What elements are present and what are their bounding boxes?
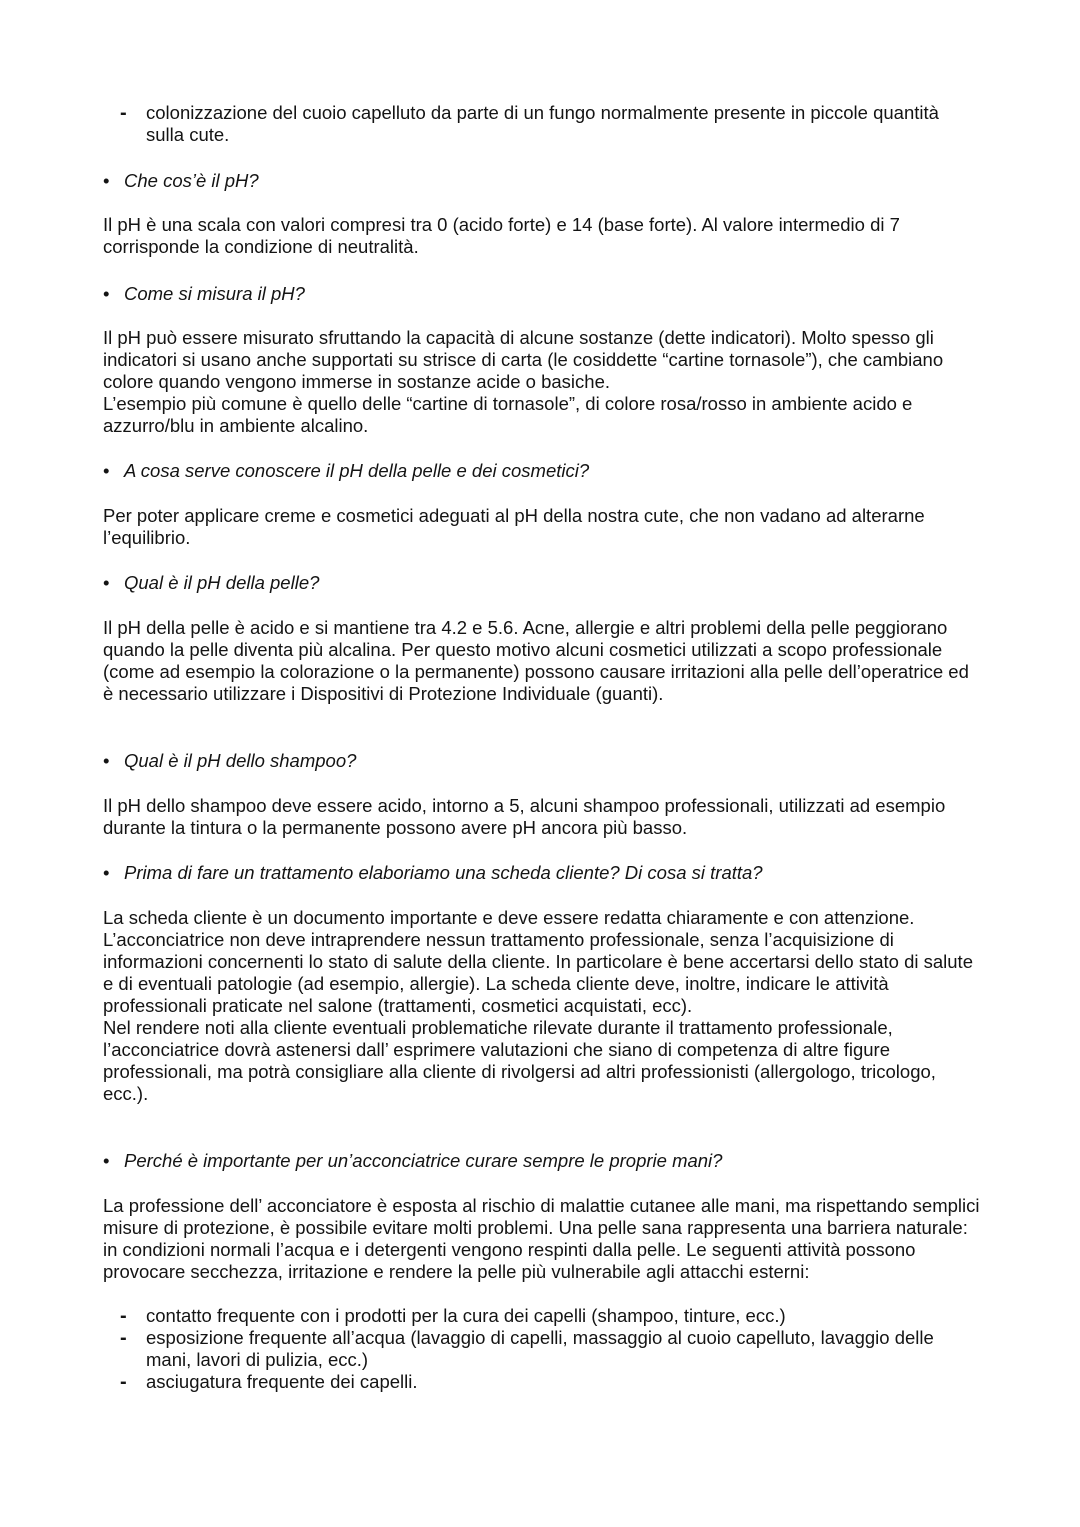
list-item: - contatto frequente con i prodotti per la cura dei capelli (shampoo, tinture, ecc.) [120,1305,786,1327]
question-heading: • Che cos’è il pH? [103,170,259,191]
answer-paragraph: Nel rendere noti alla cliente eventuali problematiche rilevate durante il trattamento professionale, l’acconciatrice dovrà astenersi dall’ esprimere valutazioni che siano di competenza di altre figure professionali, ma potrà consigliare alla cliente di rivolgersi ad altri professionisti (allergologo, tricologo, ecc.). [103,1017,936,1104]
answer-paragraph: L’acconciatrice non deve intraprendere nessun trattamento professionale, senza l’acquisizione di informazioni concernenti lo stato di salute della cliente. In particolare è bene accertarsi dello stato di salute e di eventuali patologie (ad esempio, allergie). La scheda cliente deve, inoltre, indicare le attività professionali praticate nel salone (trattamenti, cosmetici acquistati, ecc). [103,929,973,1016]
bullet-icon: • [103,283,110,304]
bullet-icon: • [103,572,110,593]
question-heading: • Come si misura il pH? [103,283,305,304]
hand-care-list [120,1305,980,1393]
dash-icon: - [120,1371,127,1393]
dash-icon: - [120,102,127,124]
bullet-icon: • [103,460,110,481]
intro-list [120,102,980,146]
bullet-icon: • [103,862,110,883]
answer-paragraph: Il pH è una scala con valori compresi tra 0 (acido forte) e 14 (base forte). Al valore intermedio di 7 corrisponde la condizione di neutralità. [103,214,900,257]
answer-paragraph: Per poter applicare creme e cosmetici adeguati al pH della nostra cute, che non vadano ad alterarne l’equilibrio. [103,505,925,548]
question-heading: • Qual è il pH della pelle? [103,572,320,593]
answer-paragraph: La scheda cliente è un documento importante e deve essere redatta chiaramente e con attenzione. [103,907,915,928]
list-item: - asciugatura frequente dei capelli. [120,1371,418,1393]
question-heading: • A cosa serve conoscere il pH della pelle e dei cosmetici? [103,460,590,481]
bullet-icon: • [103,750,110,771]
question-heading: • Prima di fare un trattamento elaboriamo una scheda cliente? Di cosa si tratta? [103,862,763,883]
list-item: - esposizione frequente all’acqua (lavaggio di capelli, massaggio al cuoio capelluto, lavaggio delle mani, lavori di pulizia, ecc.) [120,1327,934,1370]
answer-paragraph: Il pH della pelle è acido e si mantiene tra 4.2 e 5.6. Acne, allergie e altri problemi della pelle peggiorano quando la pelle diventa più alcalina. Per questo motivo alcuni cosmetici utilizzati a scopo professionale (come ad esempio la colorazione o la permanente) possono causare irritazioni alla pelle dell’operatrice ed è necessario utilizzare i Dispositivi di Protezione Individuale (guanti). [103,617,969,704]
answer-block [103,907,983,1105]
answer-paragraph: Il pH può essere misurato sfruttando la capacità di alcune sostanze (dette indicatori). Molto spesso gli indicatori si usano anche supportati su strisce di carta (le cosiddette “cartine tornasole”), che cambiano colore quando vengono immerse in sostanze acide o basiche. [103,327,944,392]
bullet-icon: • [103,170,110,191]
answer-paragraph: Il pH dello shampoo deve essere acido, intorno a 5, alcuni shampoo professionali, utilizzati ad esempio durante la tintura o la permanente possono avere pH ancora più basso. [103,795,946,838]
dash-icon: - [120,1327,127,1349]
question-heading: • Perché è importante per un’acconciatrice curare sempre le proprie mani? [103,1150,723,1171]
bullet-icon: • [103,1150,110,1171]
dash-icon: - [120,1305,127,1327]
answer-block [103,327,983,437]
list-item: - colonizzazione del cuoio capelluto da parte di un fungo normalmente presente in piccole quantità sulla cute. [120,102,939,145]
answer-paragraph: La professione dell’ acconciatore è esposta al rischio di malattie cutanee alle mani, ma rispettando semplici misure di protezione, è possibile evitare molti problemi. Una pelle sana rappresenta una barriera naturale: in condizioni normali l’acqua e i detergenti vengono respinti dalla pelle. Le seguenti attività possono provocare secchezza, irritazione e rendere la pelle più vulnerabile agli attacchi esterni: [103,1195,980,1282]
question-heading: • Qual è il pH dello shampoo? [103,750,357,771]
answer-paragraph: L’esempio più comune è quello delle “cartine di tornasole”, di colore rosa/rosso in ambiente acido e azzurro/blu in ambiente alcalino. [103,393,913,436]
